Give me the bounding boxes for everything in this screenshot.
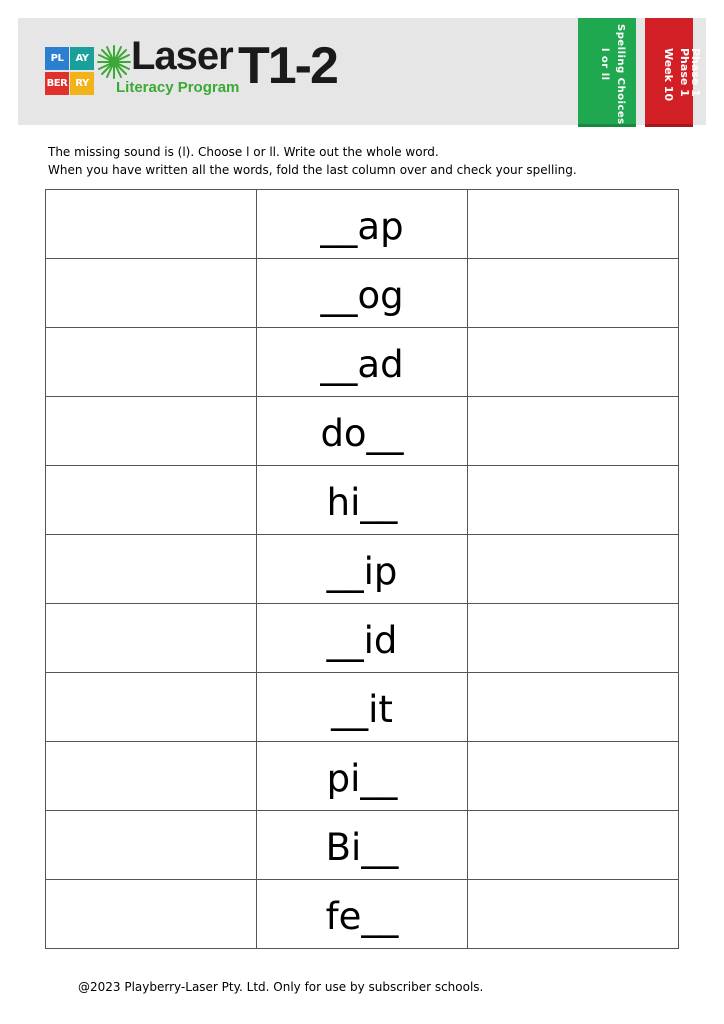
- check-spelling-cell[interactable]: [468, 604, 679, 673]
- word-prompt: __ap: [320, 204, 404, 248]
- table-row: [46, 673, 679, 742]
- logo-tile: RY: [70, 72, 94, 95]
- brand-subtitle: Literacy Program: [116, 79, 240, 96]
- write-word-cell[interactable]: [46, 397, 257, 466]
- spelling-table: [45, 189, 679, 949]
- missing-sound-word-cell: [257, 259, 468, 328]
- table-row: [46, 397, 679, 466]
- table-row: [46, 811, 679, 880]
- tab-week-label: Week 10: [662, 48, 675, 102]
- write-word-cell[interactable]: [46, 673, 257, 742]
- table-row: [46, 466, 679, 535]
- missing-sound-word-cell: [257, 397, 468, 466]
- table-row: [46, 328, 679, 397]
- table-row: [46, 535, 679, 604]
- table-row: [46, 880, 679, 949]
- write-word-cell[interactable]: [46, 535, 257, 604]
- tab-divider: [578, 124, 636, 127]
- word-prompt: __og: [320, 273, 404, 317]
- check-spelling-cell[interactable]: [468, 466, 679, 535]
- tab-divider: [645, 124, 693, 127]
- word-prompt: __it: [331, 687, 393, 731]
- tab-phase-label-faded: Phase 1: [689, 48, 702, 97]
- write-word-cell[interactable]: [46, 466, 257, 535]
- laser-burst-icon: [96, 44, 132, 80]
- missing-sound-word-cell: [257, 328, 468, 397]
- word-prompt: __ip: [326, 549, 398, 593]
- check-spelling-cell[interactable]: [468, 673, 679, 742]
- missing-sound-word-cell: [257, 466, 468, 535]
- check-spelling-cell[interactable]: [468, 535, 679, 604]
- tab-topic-label: Spelling Choices: [615, 24, 626, 125]
- check-spelling-cell[interactable]: [468, 742, 679, 811]
- write-word-cell[interactable]: [46, 880, 257, 949]
- check-spelling-cell[interactable]: [468, 328, 679, 397]
- tab-phase-label: Phase 1: [678, 48, 691, 97]
- instruction-line: When you have written all the words, fold the last column over and check your spelling.: [48, 163, 577, 177]
- missing-sound-word-cell: [257, 673, 468, 742]
- check-spelling-cell[interactable]: [468, 397, 679, 466]
- missing-sound-word-cell: [257, 742, 468, 811]
- word-prompt: pi__: [326, 756, 398, 800]
- table-row: [46, 190, 679, 259]
- tab-topic-sub: l or ll: [599, 48, 610, 81]
- table-row: [46, 742, 679, 811]
- word-prompt: hi__: [326, 480, 398, 524]
- word-prompt: Bi__: [325, 825, 399, 869]
- check-spelling-cell[interactable]: [468, 880, 679, 949]
- word-prompt: __ad: [320, 342, 404, 386]
- instruction-line: The missing sound is (l). Choose l or ll. Write out the whole word.: [48, 145, 439, 159]
- check-spelling-cell[interactable]: [468, 259, 679, 328]
- write-word-cell[interactable]: [46, 742, 257, 811]
- playberry-logo: [45, 47, 95, 95]
- brand-name: Laser: [131, 34, 233, 78]
- write-word-cell[interactable]: [46, 259, 257, 328]
- write-word-cell[interactable]: [46, 604, 257, 673]
- write-word-cell[interactable]: [46, 328, 257, 397]
- missing-sound-word-cell: [257, 535, 468, 604]
- copyright-footer: @2023 Playberry-Laser Pty. Ltd. Only for use by subscriber schools.: [78, 980, 484, 994]
- logo-tile: BER: [45, 72, 69, 95]
- check-spelling-cell[interactable]: [468, 811, 679, 880]
- level-label: T1-2: [238, 37, 337, 95]
- logo-tile: PL: [45, 47, 69, 70]
- word-prompt: do__: [320, 411, 404, 455]
- write-word-cell[interactable]: [46, 811, 257, 880]
- word-prompt: __id: [326, 618, 398, 662]
- missing-sound-word-cell: [257, 190, 468, 259]
- word-prompt: fe__: [325, 894, 399, 938]
- logo-tile: AY: [70, 47, 94, 70]
- write-word-cell[interactable]: [46, 190, 257, 259]
- missing-sound-word-cell: [257, 811, 468, 880]
- missing-sound-word-cell: [257, 880, 468, 949]
- table-row: [46, 604, 679, 673]
- missing-sound-word-cell: [257, 604, 468, 673]
- table-row: [46, 259, 679, 328]
- check-spelling-cell[interactable]: [468, 190, 679, 259]
